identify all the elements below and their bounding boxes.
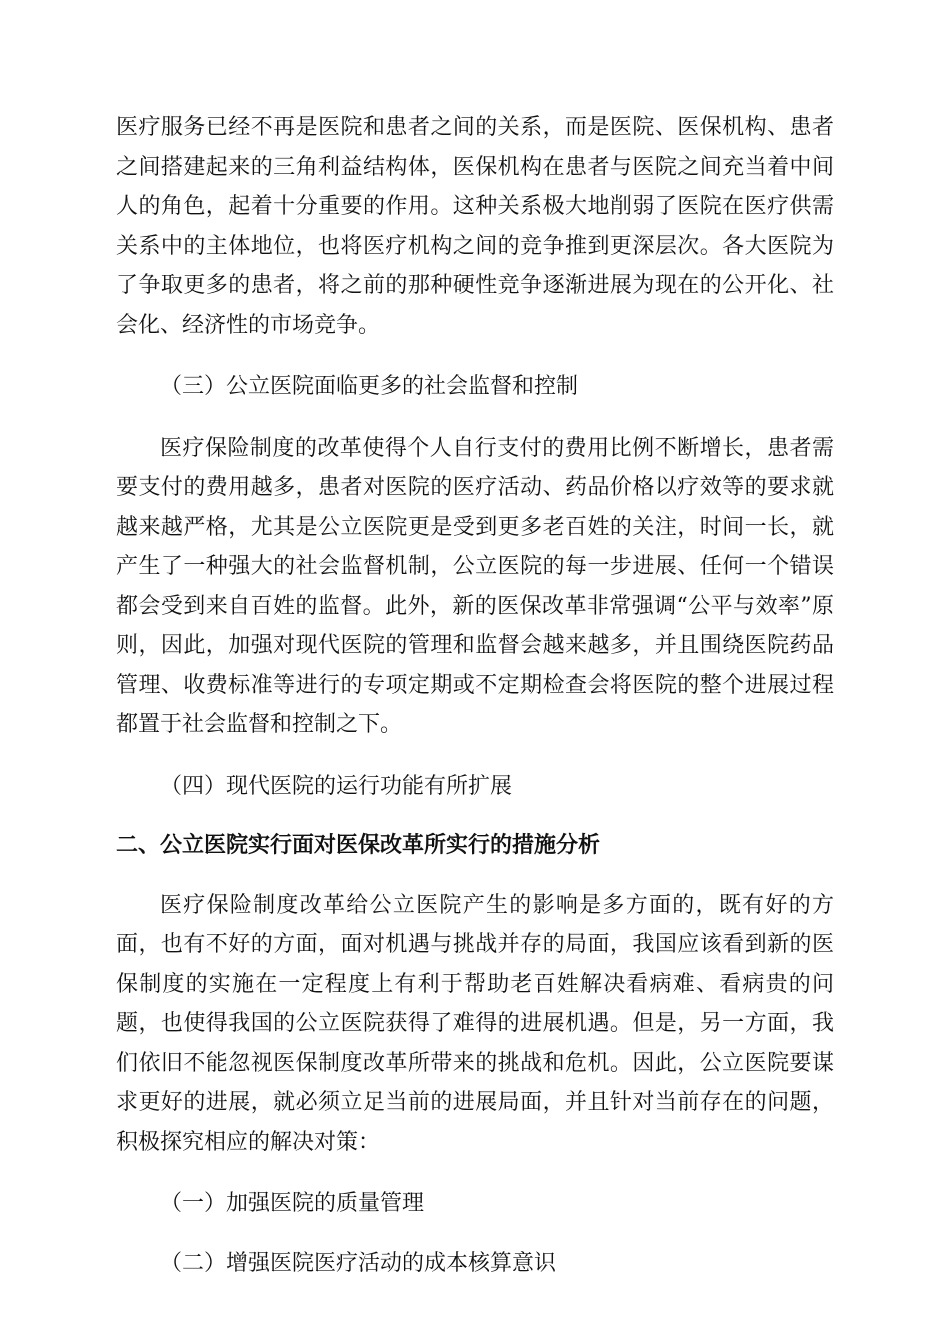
section-heading-two: 二、公立医院实行面对医保改革所实行的措施分析 <box>116 833 601 858</box>
spacer <box>116 345 834 367</box>
subheading-four: （四）现代医院的运行功能有所扩展 <box>160 773 513 799</box>
document-body <box>116 108 834 1283</box>
paragraph-supervision: 医疗保险制度的改革使得个人自行支付的费用比例不断增长，患者需要支付的费用越多，患者对医院的医疗活动、药品价格以疗效等的要求就越来越严格，尤其是公立医院更是受到更多老百姓的关注，时间一长，就产生了一种强大的社会监督机制，公立医院的每一步进展、任何一个错误都会受到来自百姓的监督。此外，新的医保改革非常强调“公平与效率”原则，因此，加强对现代医院的管理和监督会越来越多，并且围绕医院药品管理、收费标准等进行的专项定期或不定期检查会将医院的整个进展过程都置于社会监督和控制之下。 <box>116 435 834 737</box>
spacer <box>116 806 834 826</box>
spacer <box>116 1162 834 1184</box>
subheading-three: （三）公立医院面临更多的社会监督和控制 <box>160 374 579 399</box>
spacer <box>116 866 834 886</box>
spacer <box>116 1224 834 1244</box>
spacer <box>116 407 834 429</box>
spacer <box>116 745 834 767</box>
paragraph-measures: 医疗保险制度改革给公立医院产生的影响是多方面的，既有好的方面，也有不好的方面，面对机遇与挑战并存的局面，我国应该看到新的医保制度的实施在一定程度上有利于帮助老百姓解决看病难、看病贵的问题，也使得我国的公立医院获得了难得的进展机遇。但是，另一方面，我们依旧不能忽视医保制度改革所带来的挑战和危机。因此，公立医院要谋求更好的进展，就必须立足当前的进展局面，并且针对当前存在的问题，积极探究相应的解决对策： <box>116 892 834 1155</box>
subheading-one: （一）加强医院的质量管理 <box>160 1191 425 1216</box>
paragraph-intro: 医疗服务已经不再是医院和患者之间的关系，而是医院、医保机构、患者之间搭建起来的三角利益结构体，医保机构在患者与医院之间充当着中间人的角色，起着十分重要的作用。这种关系极大地削弱了医院在医疗供需关系中的主体地位，也将医疗机构之间的竞争推到更深层次。各大医院为了争取更多的患者，将之前的那种硬性竞争逐渐进展为现在的公开化、社会化、经济性的市场竞争。 <box>116 115 834 338</box>
subheading-two: （二）增强医院医疗活动的成本核算意识 <box>160 1250 557 1276</box>
